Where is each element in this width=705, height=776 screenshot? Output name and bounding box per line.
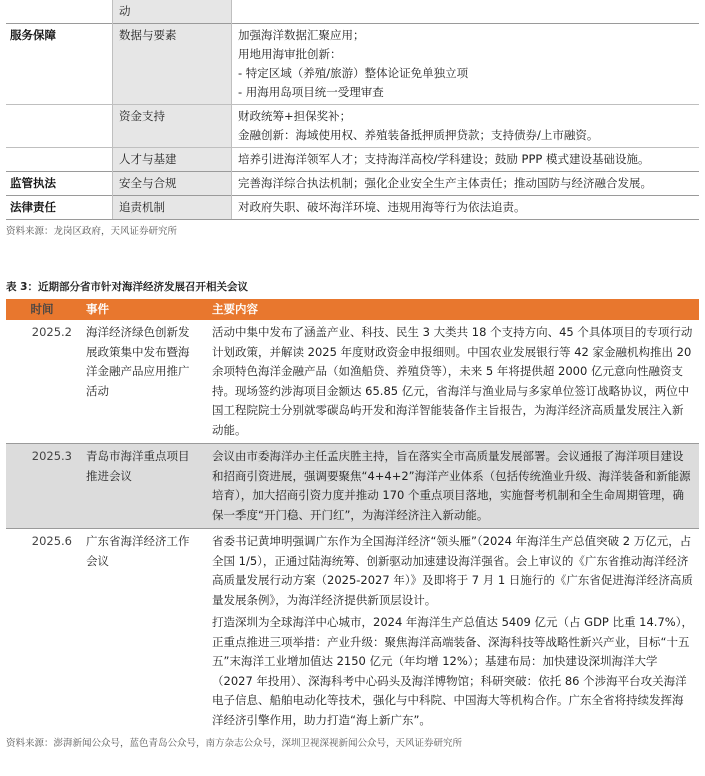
content-cell [232, 172, 700, 196]
content-cell [232, 0, 700, 24]
table-header-row [6, 299, 699, 320]
content-line: 完善海洋综合执法机制；强化企业安全生产主体责任；推动国防与经济融合发展。 [238, 176, 652, 190]
subcategory-cell: 动 [113, 0, 232, 24]
content-cell [206, 320, 699, 444]
content-cell [232, 24, 700, 105]
subcategory-cell: 资金支持 [113, 105, 232, 148]
content-paragraph: 会议由市委海洋办主任孟庆胜主持，旨在落实全市高质量发展部署。会议通报了海洋项目建设和招商引资进展，强调要聚焦“4+4+2”海洋产业体系（包括传统渔业升级、海洋装备和新能源培育），加大招商引资力度并推动 170 个重点项目落地，实施督考机制和全生命周期管理，确保一季度“开门稳、开门红”，为海洋经济注入新动能。 [212, 449, 691, 522]
content-cell [232, 105, 700, 148]
subcategory-cell: 人才与基建 [113, 148, 232, 172]
header-content: 主要内容 [206, 299, 699, 320]
table-row [6, 196, 699, 220]
subcategory-cell: 追责机制 [113, 196, 232, 220]
subcategory-cell: 安全与合规 [113, 172, 232, 196]
event-cell: 青岛市海洋重点项目推进会议 [80, 444, 206, 529]
subcategory-cell: 数据与要素 [113, 24, 232, 105]
table1-source: 资料来源：龙岗区政府，天风证券研究所 [6, 226, 178, 237]
time-cell: 2025.3 [6, 444, 80, 529]
policy-table [6, 0, 699, 220]
content-line: 培养引进海洋领军人才；支持海洋高校/学科建设；鼓励 PPP 模式建设基础设施。 [238, 152, 650, 166]
content-line: 财政统筹+担保奖补； [238, 109, 352, 123]
time-cell: 2025.6 [31, 534, 72, 548]
content-paragraph: 活动中集中发布了涵盖产业、科技、民生 3 大类共 18 个支持方向、45 个具体项目的专项行动计划政策，并解读 2025 年度财政资金申报细则。中国农业发展银行等 42 家金融机构推出 20 余项特色海洋金融产品（如渔船贷、养殖贷等），未来 5 年将提供超 2000 亿元意向性融资支持。现场签约涉海项目金额达 65.85 亿元，省海洋与渔业局与多家单位签订战略协议，两位中国工程院院士分别就零碳岛屿开发和海洋智能装备作主旨报告，为海洋经济高质量发展注入新动能。 [212, 325, 693, 437]
category-cell: 服务保障 [6, 24, 113, 105]
content-cell [206, 444, 699, 529]
content-line: 用地用海审批创新： [238, 47, 342, 61]
event-cell: 广东省海洋经济工作会议 [86, 534, 190, 568]
category-cell [6, 105, 113, 148]
content-paragraph: 打造深圳为全球海洋中心城市，2024 年海洋生产总值达 5409 亿元（占 GDP 比重 14.7%），正重点推进三项举措：产业升级：聚焦海洋高端装备、深海科技等战略性新兴产业，目标“十五五”末海洋工业增加值达 2150 亿元（年均增 12%）；基建布局：加快建设深圳海洋大学（2027 年投用）、深海科考中心码头及海洋博物馆；科研突破：依托 86 个涉海平台攻关海洋电子信息、船舶电动化等技术，强化与中科院、中国海大等机构合作。广东全省将持续发挥海洋经济引擎作用，助力打造“海上新广东”。 [212, 615, 693, 727]
page [6, 0, 699, 750]
time-cell: 2025.2 [6, 320, 80, 444]
content-line: 对政府失职、破坏海洋环境、违规用海等行为依法追责。 [238, 200, 526, 214]
table-row [6, 0, 699, 24]
table-row [6, 148, 699, 172]
meetings-table [6, 299, 699, 733]
event-cell: 海洋经济绿色创新发展政策集中发布暨海洋金融产品应用推广活动 [80, 320, 206, 444]
category-cell: 法律责任 [6, 196, 113, 220]
content-line: 加强海洋数据汇聚应用； [238, 28, 365, 42]
content-line: - 用海用岛项目统一受理审查 [238, 85, 384, 99]
content-cell [232, 148, 700, 172]
category-cell: 监管执法 [6, 172, 113, 196]
table-row [6, 24, 699, 105]
category-cell [6, 0, 113, 24]
content-line: 金融创新：海域使用权、养殖装备抵押质押贷款；支持债券/上市融资。 [238, 128, 599, 142]
table-row [6, 529, 699, 734]
table2-caption: 表 3：近期部分省市针对海洋经济发展召开相关会议 [6, 281, 248, 293]
table-row [6, 444, 699, 529]
table2-source: 资料来源：澎湃新闻公众号，蓝色青岛公众号，南方杂志公众号，深圳卫视深视新闻公众号，天风证券研究所 [6, 738, 463, 749]
table-row [6, 105, 699, 148]
header-time: 时间 [6, 299, 80, 320]
content-cell [206, 529, 699, 734]
category-cell [6, 148, 113, 172]
table-row [6, 320, 699, 444]
table-row [6, 172, 699, 196]
content-line: - 特定区域（养殖/旅游）整体论证免单独立项 [238, 66, 469, 80]
header-event: 事件 [80, 299, 206, 320]
content-cell [232, 196, 700, 220]
content-paragraph: 省委书记黄坤明强调广东作为全国海洋经济“领头雁”（2024 年海洋生产总值突破 2 万亿元，占全国 1/5），正通过陆海统筹、创新驱动加速建设海洋强省。会上审议的《广东省推动海洋经济高质量发展行动方案（2025-2027 年）》及即将于 7 月 1 日施行的《广东省促进海洋经济高质量发展条例》，为海洋经济提供新顶层设计。 [212, 534, 693, 607]
